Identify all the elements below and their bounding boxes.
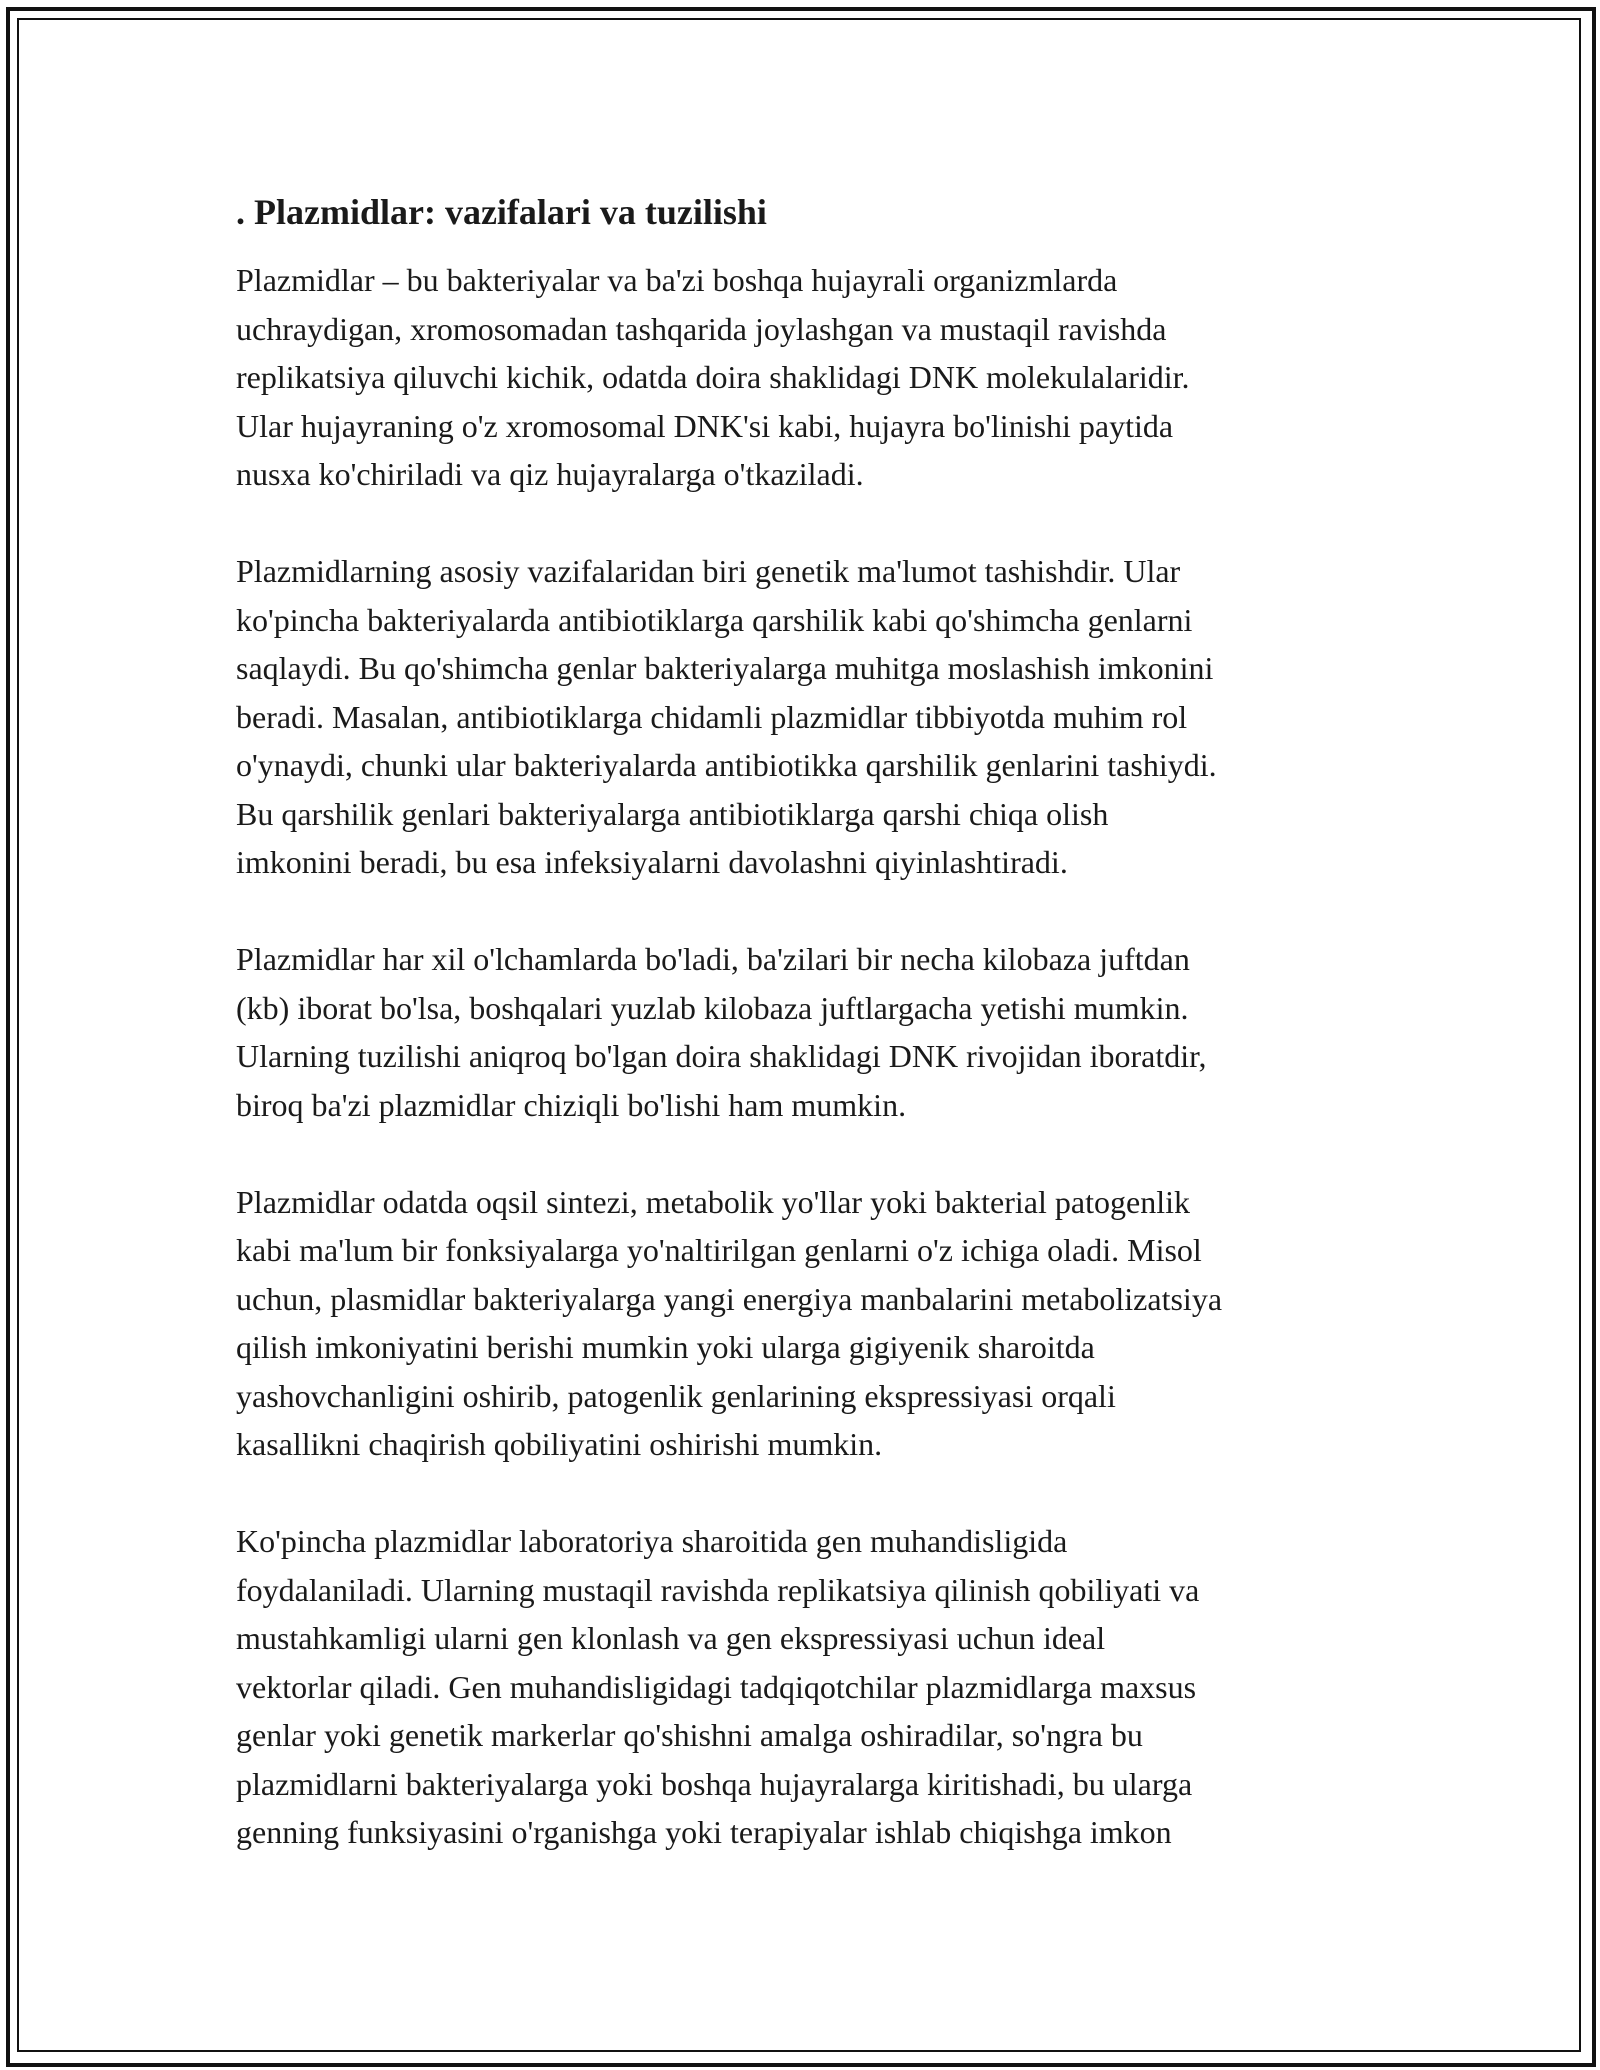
document-heading: . Plazmidlar: vazifalari va tuzilishi (236, 192, 767, 232)
document-body (236, 186, 1376, 1857)
text-line: kasallikni chaqirish qobiliyatini oshirishi mumkin. (236, 1426, 883, 1462)
text-line: Plazmidlar odatda oqsil sintezi, metabolik yo'llar yoki bakterial patogenlik (236, 1183, 1190, 1220)
paragraph-container (236, 256, 1376, 1857)
text-line: plazmidlarni bakteriyalarga yoki boshqa hujayralarga kiritishadi, bu ularga (236, 1765, 1193, 1802)
text-line: saqlaydi. Bu qo'shimcha genlar bakteriyalarga muhitga moslashish imkonini (236, 650, 1214, 686)
text-line: yashovchanligini oshirib, patogenlik genlarining ekspressiyasi orqali (236, 1377, 1116, 1414)
text-line: vektorlar qiladi. Gen muhandisligidagi tadqiqotchilar plazmidlarga maxsus (236, 1668, 1197, 1705)
paragraph-spacer (236, 887, 1376, 936)
text-line: beradi. Masalan, antibiotiklarga chidamli plazmidlar tibbiyotda muhim rol (236, 698, 1188, 735)
text-line: foydalaniladi. Ularning mustaqil ravishda replikatsiya qilinish qobiliyati va (236, 1571, 1200, 1608)
paragraph (236, 935, 1376, 1129)
text-line: nusxa ko'chiriladi va qiz hujayralarga o'tkaziladi. (236, 456, 864, 492)
paragraph (236, 1517, 1376, 1857)
paragraph (236, 547, 1376, 887)
text-line: Plazmidlar har xil o'lchamlarda bo'ladi, ba'zilari bir necha kilobaza juftdan (236, 941, 1190, 977)
text-line: imkonini beradi, bu esa infeksiyalarni davolashni qiyinlashtiradi. (236, 844, 1068, 880)
text-line: mustahkamligi ularni gen klonlash va gen ekspressiyasi uchun ideal (236, 1620, 1106, 1656)
text-line: Ular hujayraning o'z xromosomal DNK'si kabi, hujayra bo'linishi paytida (236, 407, 1174, 444)
text-line: genning funksiyasini o'rganishga yoki terapiyalar ishlab chiqishga imkon (236, 1814, 1172, 1850)
text-line: qilish imkoniyatini berishi mumkin yoki ularga gigiyenik sharoitda (236, 1329, 1095, 1365)
paragraph-spacer (236, 1129, 1376, 1178)
text-line: (kb) iborat bo'lsa, boshqalari yuzlab kilobaza juftlargacha yetishi mumkin. (236, 989, 1189, 1026)
paragraph (236, 256, 1376, 499)
paragraph-spacer (236, 1469, 1376, 1518)
text-line: o'ynaydi, chunki ular bakteriyalarda antibiotikka qarshilik genlarini tashiydi. (236, 747, 1217, 783)
text-line: Bu qarshilik genlari bakteriyalarga antibiotiklarga qarshi chiqa olish (236, 795, 1109, 832)
text-line: Plazmidlar – bu bakteriyalar va ba'zi boshqa hujayrali organizmlarda (236, 262, 1118, 298)
text-line: Ularning tuzilishi aniqroq bo'lgan doira shaklidagi DNK rivojidan iboratdir, (236, 1038, 1207, 1074)
text-line: Ko'pincha plazmidlar laboratoriya sharoitida gen muhandisligida (236, 1523, 1068, 1559)
text-line: Plazmidlarning asosiy vazifalaridan biri genetik ma'lumot tashishdir. Ular (236, 553, 1181, 589)
text-line: ko'pincha bakteriyalarda antibiotiklarga qarshilik kabi qo'shimcha genlarni (236, 601, 1193, 638)
text-line: kabi ma'lum bir fonksiyalarga yo'naltirilgan genlarni o'z ichiga oladi. Misol (236, 1232, 1202, 1268)
paragraph-spacer (236, 499, 1376, 548)
text-line: genlar yoki genetik markerlar qo'shishni amalga oshiradilar, so'ngra bu (236, 1717, 1143, 1753)
text-line: uchun, plasmidlar bakteriyalarga yangi energiya manbalarini metabolizatsiya (236, 1280, 1223, 1317)
paragraph (236, 1178, 1376, 1469)
text-line: uchraydigan, xromosomadan tashqarida joylashgan va mustaqil ravishda (236, 310, 1167, 347)
text-line: biroq ba'zi plazmidlar chiziqli bo'lishi ham mumkin. (236, 1086, 907, 1123)
text-line: replikatsiya qiluvchi kichik, odatda doira shaklidagi DNK molekulalaridir. (236, 359, 1190, 395)
